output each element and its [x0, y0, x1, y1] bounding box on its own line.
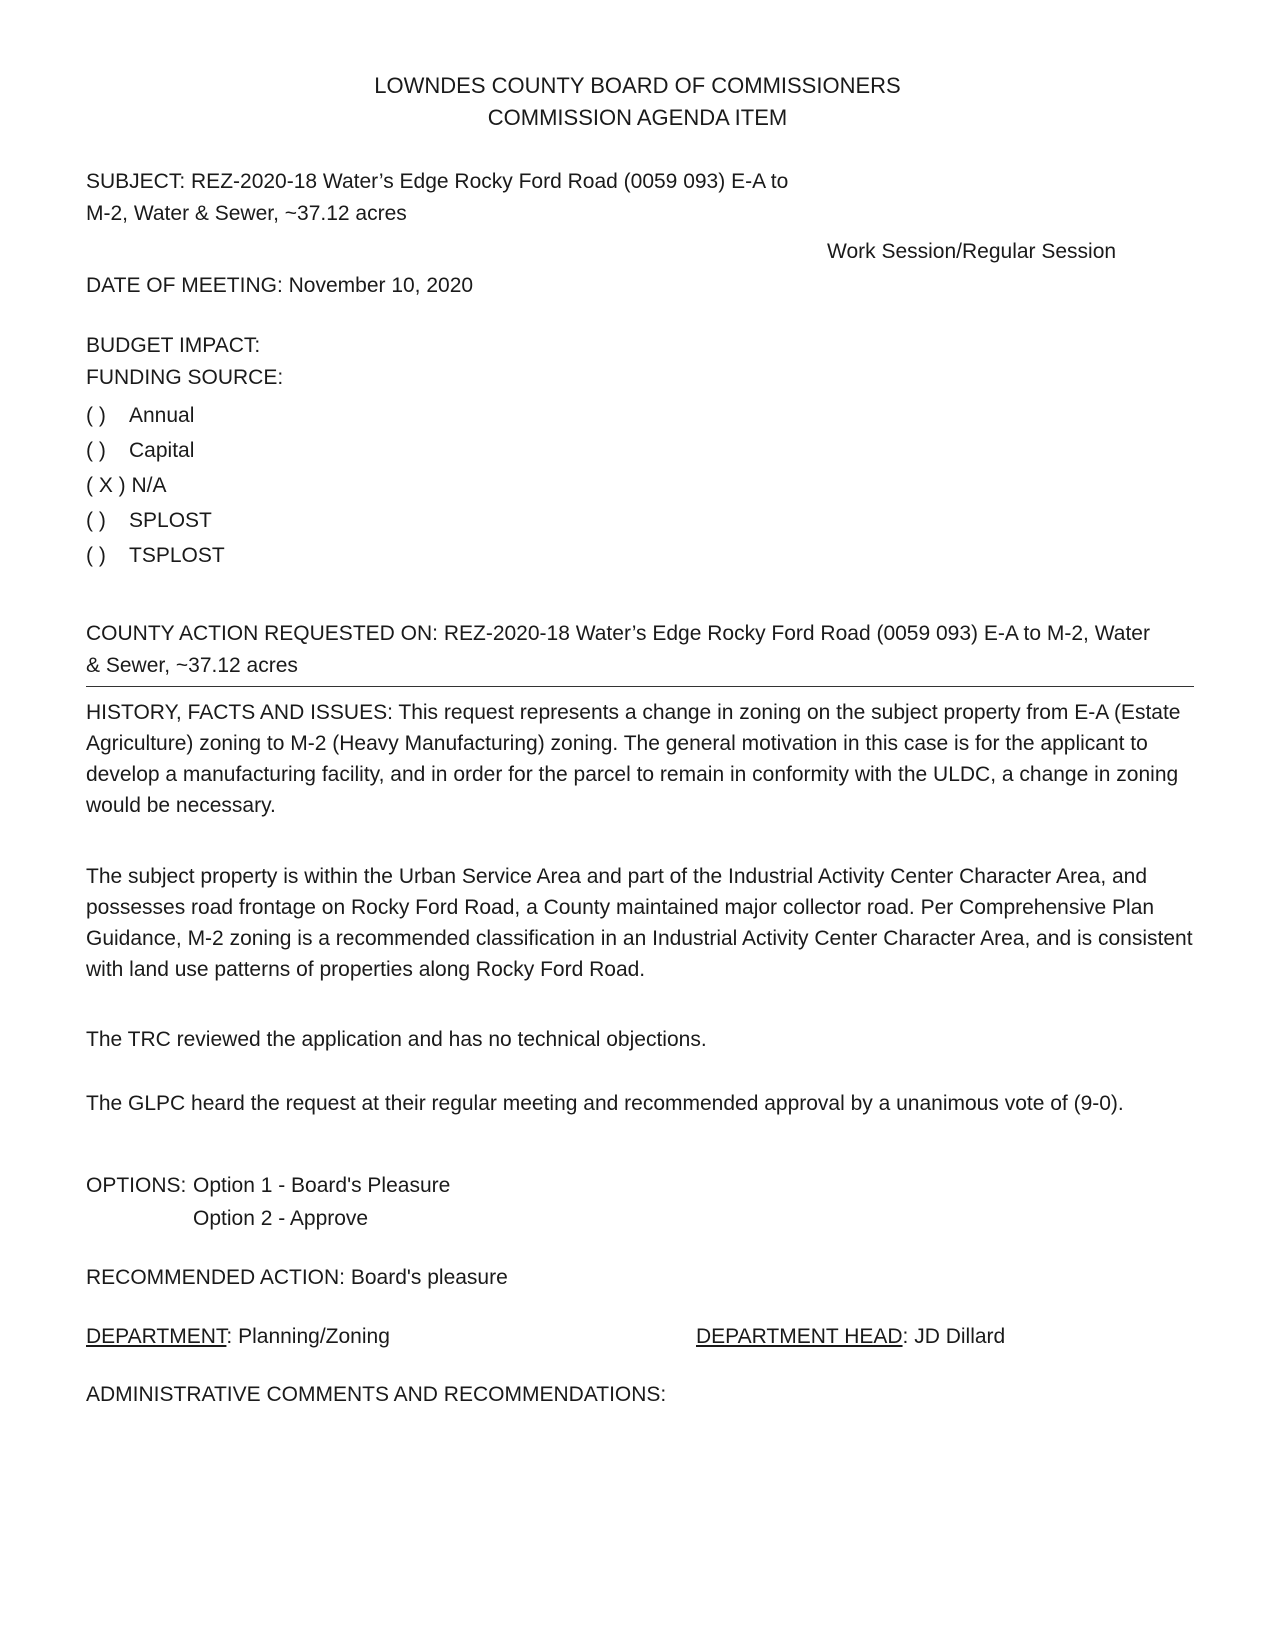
- history-paragraph-2: The subject property is within the Urban Service Area and part of the Industrial Activity Center Character Area, and possesses road frontage on Rocky Ford Road, a County maintained major collector road. Per Comprehensive Plan Guidance, M-2 zoning is a recommended classification in an Industrial Activity Center Character Area, and is consistent with land use patterns of properties along Rocky Ford Road.: [86, 865, 1193, 981]
- section-divider: [86, 686, 1194, 687]
- funding-option-capital-label: Capital: [129, 439, 195, 462]
- admin-comments-label: ADMINISTRATIVE COMMENTS AND RECOMMENDATIONS:: [86, 1383, 667, 1406]
- county-action-line-1: COUNTY ACTION REQUESTED ON: REZ-2020-18 Water’s Edge Rocky Ford Road (0059 093) E-A to M-2, Water: [86, 622, 1150, 645]
- header-line-1: LOWNDES COUNTY BOARD OF COMMISSIONERS: [374, 73, 901, 98]
- session-label: Work Session/Regular Session: [827, 240, 1117, 263]
- options-label: OPTIONS:: [86, 1174, 187, 1197]
- funding-option-annual-label: Annual: [129, 404, 195, 427]
- option-2: Option 2 - Approve: [193, 1207, 369, 1230]
- funding-option-na: ( X ) N/A: [86, 474, 167, 497]
- meeting-date: DATE OF MEETING: November 10, 2020: [86, 274, 474, 297]
- funding-option-tsplost-label: TSPLOST: [129, 544, 225, 567]
- department-head-value: : JD Dillard: [902, 1325, 1006, 1348]
- funding-option-capital-mark: ( ): [86, 439, 106, 462]
- recommended-action: RECOMMENDED ACTION: Board's pleasure: [86, 1266, 508, 1289]
- funding-source-label: FUNDING SOURCE:: [86, 366, 284, 389]
- department-field: [86, 1321, 390, 1352]
- funding-option-tsplost-mark: ( ): [86, 544, 106, 567]
- history-paragraph-1: HISTORY, FACTS AND ISSUES: This request represents a change in zoning on the subject property from E-A (Estate Agriculture) zoning to M-2 (Heavy Manufacturing) zoning. The general motivation in this case is for the applicant to develop a manufacturing facility, and in order for the parcel to remain in conformity with the ULDC, a change in zoning would be necessary.: [86, 701, 1181, 817]
- history-paragraph-3: The TRC reviewed the application and has no technical objections.: [86, 1028, 707, 1051]
- department-head-field: [696, 1321, 1005, 1352]
- header-line-2: COMMISSION AGENDA ITEM: [487, 105, 788, 130]
- county-action-line-2: & Sewer, ~37.12 acres: [86, 654, 298, 677]
- funding-option-splost-label: SPLOST: [129, 509, 212, 532]
- department-value: : Planning/Zoning: [226, 1325, 390, 1348]
- funding-option-annual-mark: ( ): [86, 404, 106, 427]
- history-paragraph-4: The GLPC heard the request at their regular meeting and recommended approval by a unanimous vote of (9-0).: [86, 1092, 1124, 1115]
- department-head-label: DEPARTMENT HEAD: [696, 1325, 903, 1348]
- subject-line-2: M-2, Water & Sewer, ~37.12 acres: [86, 202, 407, 225]
- budget-impact-label: BUDGET IMPACT:: [86, 334, 261, 357]
- funding-option-splost-mark: ( ): [86, 509, 106, 532]
- subject-line-1: SUBJECT: REZ-2020-18 Water’s Edge Rocky Ford Road (0059 093) E-A to: [86, 170, 789, 193]
- option-1: Option 1 - Board's Pleasure: [193, 1174, 451, 1197]
- department-label: DEPARTMENT: [86, 1325, 227, 1348]
